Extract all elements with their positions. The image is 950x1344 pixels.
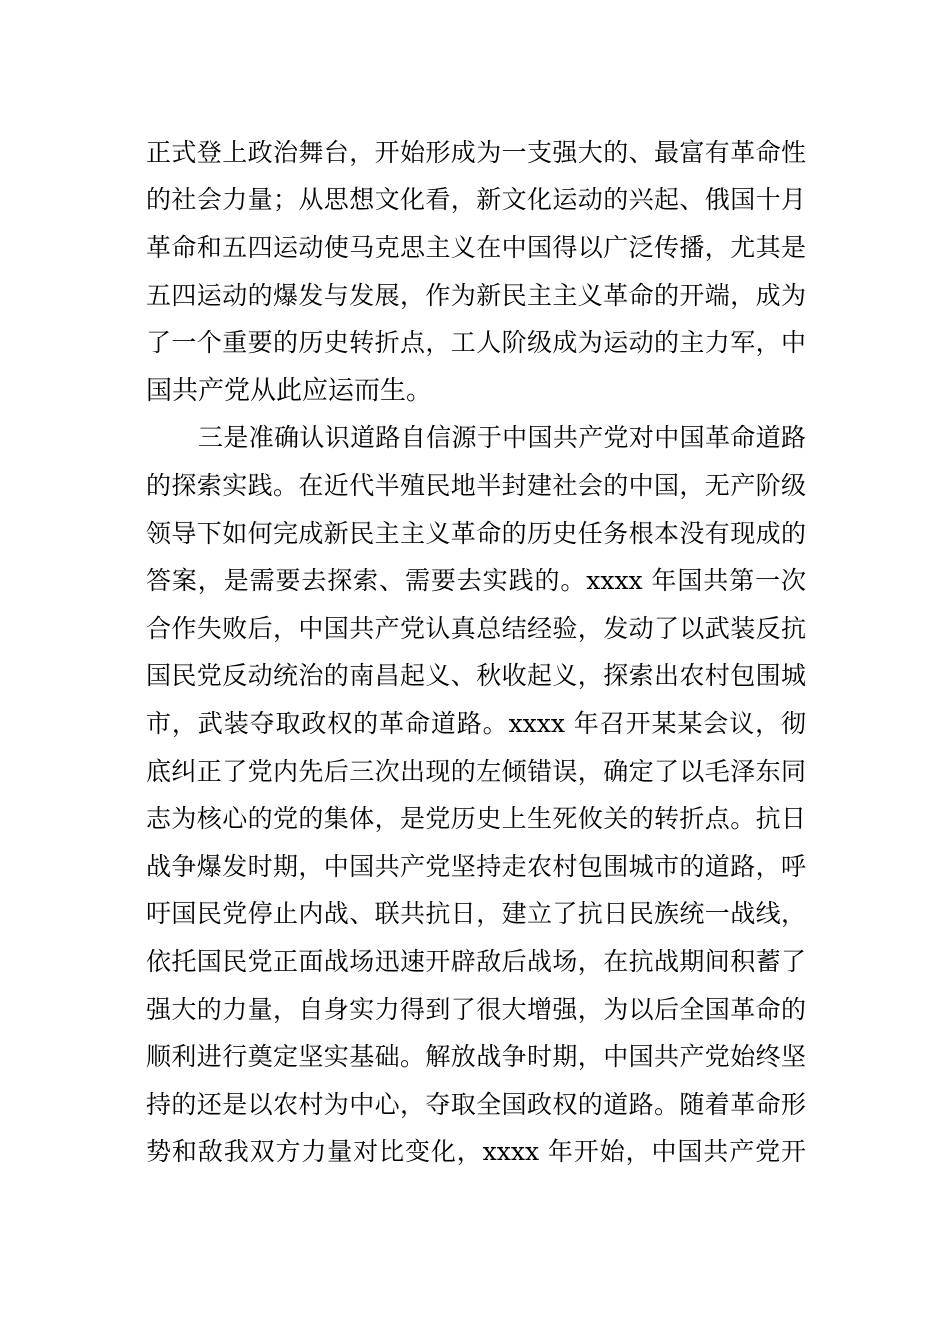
text-line: 五四运动的爆发与发展，作为新民主主义革命的开端，成为 [146,281,806,310]
text-line: 答案，是需要去探索、需要去实践的。xxxx 年国共第一次 [146,566,806,595]
text-line: 持的还是以农村为中心，夺取全国政权的道路。随着革命形 [146,1090,806,1119]
text-line: 志为核心的党的集体，是党历史上生死攸关的转折点。抗日 [146,804,806,833]
text-line: 底纠正了党内先后三次出现的左倾错误，确定了以毛泽东同 [146,757,806,786]
paragraph-first-line: 三是准确认识道路自信源于中国共产党对中国革命道路 [198,423,806,452]
text-line: 市，武装夺取政权的革命道路。xxxx 年召开某某会议，彻 [146,709,806,738]
text-line: 国共产党从此应运而生。 [146,376,433,406]
text-line: 合作失败后，中国共产党认真总结经验，发动了以武装反抗 [146,614,806,643]
text-line: 强大的力量，自身实力得到了很大增强，为以后全国革命的 [146,995,806,1024]
text-line: 战争爆发时期，中国共产党坚持走农村包围城市的道路，呼 [146,852,806,881]
text-line: 国民党反动统治的南昌起义、秋收起义，探索出农村包围城 [146,661,806,690]
text-line: 了一个重要的历史转折点，工人阶级成为运动的主力军，中 [146,328,806,357]
text-line: 正式登上政治舞台，开始形成为一支强大的、最富有革命性 [146,138,806,167]
text-line: 革命和五四运动使马克思主义在中国得以广泛传播，尤其是 [146,233,806,262]
text-line: 顺利进行奠定坚实基础。解放战争时期，中国共产党始终坚 [146,1042,806,1071]
text-line: 依托国民党正面战场迅速开辟敌后战场，在抗战期间积蓄了 [146,947,806,976]
text-line: 吁国民党停止内战、联共抗日，建立了抗日民族统一战线， [146,899,806,928]
text-line: 势和敌我双方力量对比变化，xxxx 年开始，中国共产党开 [146,1137,806,1166]
text-line: 的社会力量；从思想文化看，新文化运动的兴起、俄国十月 [146,185,806,214]
text-line: 的探索实践。在近代半殖民地半封建社会的中国，无产阶级 [146,471,806,500]
text-line: 领导下如何完成新民主主义革命的历史任务根本没有现成的 [146,519,806,548]
